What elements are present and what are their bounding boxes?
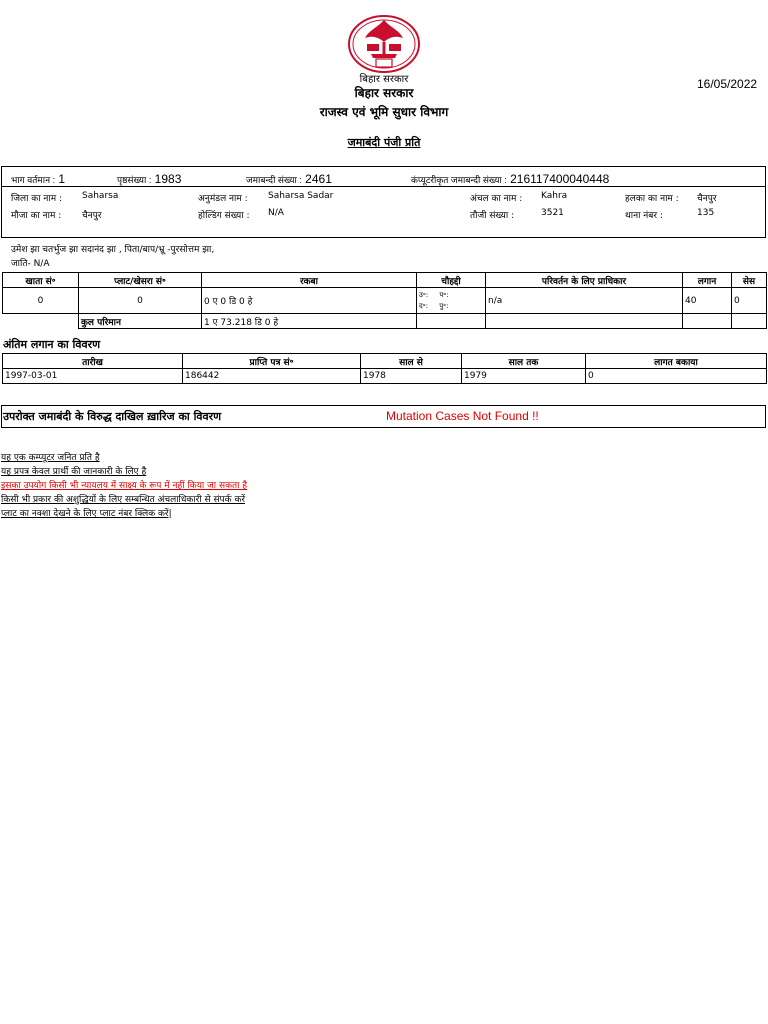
year-to-cell: 1979 — [462, 369, 586, 384]
khata-cell: 0 — [3, 288, 79, 314]
subdivision-label: अनुमंडल नाम : — [198, 194, 248, 204]
subdivision-value: Saharsa Sadar — [268, 191, 334, 201]
authority-cell: n/a — [486, 288, 683, 314]
note-contact-officer: किसी भी प्रकार की अशुद्धियों के लिए सम्बन्धित अंचलाधिकारी से संपर्क करें — [1, 495, 246, 505]
col-arrears: लागत बकाया — [586, 354, 767, 369]
col-chauhaddi: चौहद्दी — [417, 273, 486, 288]
owner-details: उमेश झा चतर्भुज झा सदानंद झा , पिता/बाप/भ्रू -पुरसोत्तम झा, — [11, 245, 215, 255]
note-computer-generated: यह एक कम्प्यूटर जनित प्रति है — [1, 453, 100, 463]
land-details-table — [2, 272, 767, 329]
note-info-only: यह प्रपत्र केवल प्रार्थी की जानकारी के लिए है — [1, 467, 147, 477]
year-from-cell: 1978 — [361, 369, 462, 384]
boundary-north: उ॰: — [419, 290, 429, 299]
jamabandi-number-field: जमाबन्दी संख्या : 2461 — [246, 172, 332, 186]
col-cess: सेस — [732, 273, 767, 288]
col-rakba: रकबा — [202, 273, 417, 288]
mauja-label: मौजा का नाम : — [11, 211, 62, 221]
rakba-cell: 0 ए 0 डि 0 हे — [202, 288, 417, 314]
note-plot-map[interactable]: प्लाट का नक्शा देखने के लिए प्लाट नंबर क्लिक करें| — [1, 509, 172, 519]
lagan-table — [2, 353, 767, 384]
table-row — [3, 369, 767, 384]
col-authority: परिवर्तन के लिए प्राधिकार — [486, 273, 683, 288]
lagan-cell: 40 — [683, 288, 732, 314]
boundary-east: पु॰: — [439, 301, 449, 310]
total-row — [3, 314, 767, 329]
document-title-text: जमाबंदी पंजी प्रति — [347, 136, 421, 149]
document-title — [0, 135, 768, 150]
date-cell: 1997-03-01 — [3, 369, 183, 384]
bihar-emblem-logo — [347, 14, 421, 74]
col-khata: खाता सं॰ — [3, 273, 79, 288]
page-number-field: पृष्ठसंख्या : 1983 — [117, 172, 182, 186]
holding-value: N/A — [268, 208, 284, 218]
boundary-west: प॰: — [439, 290, 449, 299]
cess-cell: 0 — [732, 288, 767, 314]
circle-label: अंचल का नाम : — [470, 194, 523, 204]
note-not-evidence: इसका उपयोग किसी भी न्यायलय में साक्ष्य के रूप में नहीं किया जा सकता है — [1, 481, 248, 491]
caste-details: जाति- N/A — [11, 259, 50, 269]
halka-value: चैनपुर — [697, 194, 717, 204]
table-header-row — [3, 273, 767, 288]
mutation-label: उपरोक्त जमाबंदी के विरुद्ध दाखिल ख़ारिज का विवरण — [3, 410, 222, 423]
col-receipt: प्राप्ति पत्र सं॰ — [183, 354, 361, 369]
mutation-message: Mutation Cases Not Found !! — [386, 409, 539, 423]
bhag-field: भाग वर्तमान : 1 — [11, 172, 66, 186]
halka-label: हलका का नाम : — [625, 194, 679, 204]
district-label: जिला का नाम : — [11, 194, 63, 204]
col-year-to: साल तक — [462, 354, 586, 369]
district-value: Saharsa — [82, 191, 119, 201]
circle-value: Kahra — [541, 191, 568, 201]
col-date: तारीख — [3, 354, 183, 369]
lagan-header-row — [3, 354, 767, 369]
holding-label: होल्डिंग संख्या : — [198, 211, 250, 221]
total-label: कुल परिमान — [79, 314, 202, 329]
col-year-from: साल से — [361, 354, 462, 369]
govt-title: बिहार सरकार — [354, 86, 414, 100]
mauja-value: चैनपुर — [82, 211, 102, 221]
receipt-cell: 186442 — [183, 369, 361, 384]
boundary-south: द॰: — [419, 301, 429, 310]
total-value: 1 ए 73.218 डि 0 हे — [202, 314, 417, 329]
chauhaddi-cell — [417, 288, 486, 314]
plot-cell[interactable]: 0 — [79, 288, 202, 314]
thana-value: 135 — [697, 208, 715, 218]
col-lagan: लगान — [683, 273, 732, 288]
tauji-value: 3521 — [541, 208, 564, 218]
department-title: राजस्व एवं भूमि सुधार विभाग — [319, 105, 449, 119]
col-plot: प्लाट/खेसरा सं॰ — [79, 273, 202, 288]
lagan-section-title: अंतिम लगान का विवरण — [3, 338, 101, 351]
print-date: 16/05/2022 — [697, 77, 758, 91]
tauji-label: तौजी संख्या : — [470, 211, 515, 221]
thana-label: थाना नंबर : — [625, 211, 663, 221]
computerized-number-field: कंप्यूटरीकृत जमाबन्दी संख्या : 216117400040448 — [411, 172, 610, 186]
arrears-cell: 0 — [586, 369, 767, 384]
govt-small-label: बिहार सरकार — [359, 74, 409, 85]
table-row — [3, 288, 767, 314]
